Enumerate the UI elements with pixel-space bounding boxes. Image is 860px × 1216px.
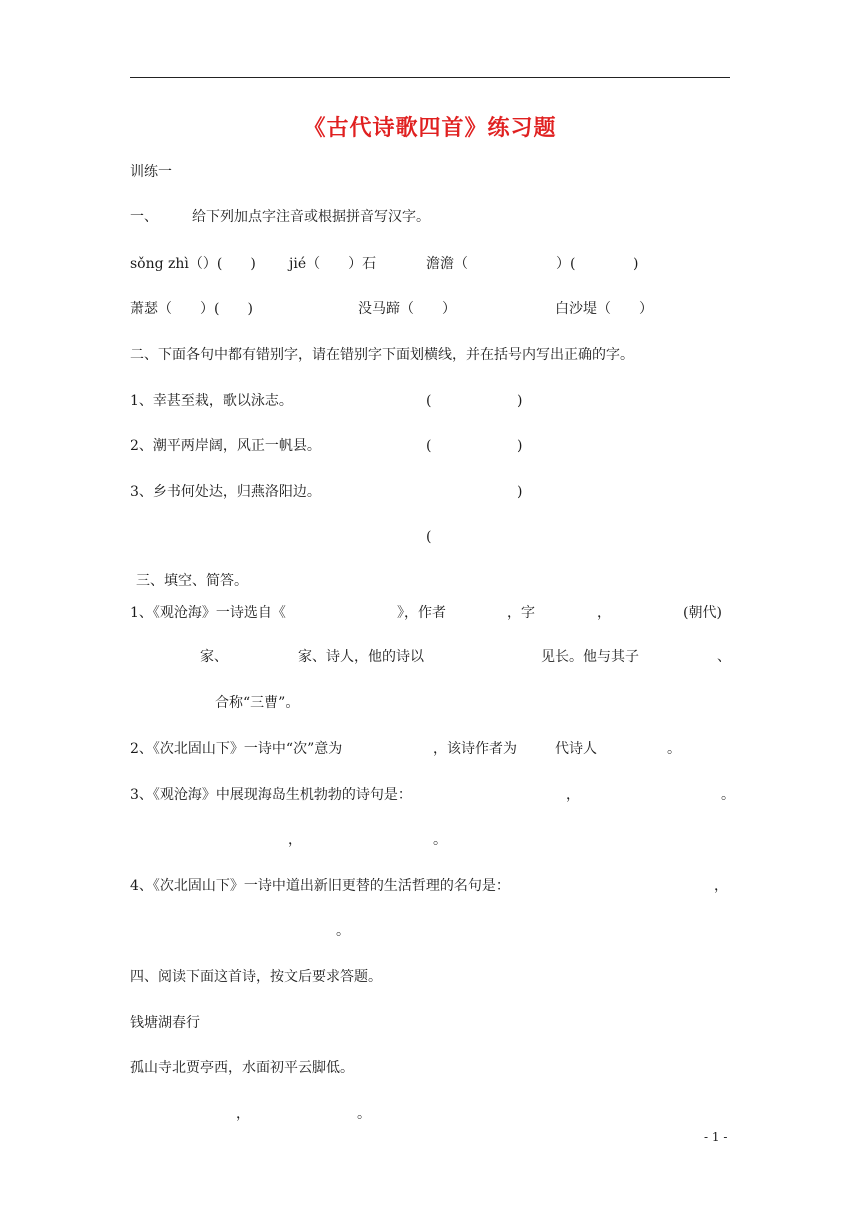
q2-item-3: 3、乡书何处达，归燕洛阳边。	[130, 484, 321, 500]
page-number: - 1 -	[704, 1130, 728, 1144]
q1-instruction: 给下列加点字注音或根据拼音写汉字。	[192, 209, 430, 225]
q3-3-d: ，	[288, 832, 302, 848]
q2-item-2: 2、潮平两岸阔，风正一帆县。	[130, 438, 321, 454]
q2-item-3-open: (	[426, 529, 432, 545]
q1-pinyin-2: jié（ ）石	[289, 256, 377, 272]
q1-word-2: 萧瑟（ ）( )	[130, 301, 253, 317]
q3-1-c: ，字	[507, 605, 535, 621]
poem-line-2-comma: ，	[236, 1106, 250, 1122]
q1-word-3: 没马蹄（ ）	[358, 301, 456, 317]
q3-3-b: ，	[566, 787, 580, 803]
poem-line-2-period: 。	[357, 1106, 371, 1122]
q3-1-a: 1、《观沧海》一诗选自《	[130, 605, 286, 621]
q3-3-c: 。	[721, 787, 735, 803]
q3-1-e: (朝代)	[683, 605, 722, 621]
q2-item-1: 1、幸甚至栽，歌以泳志。	[130, 393, 293, 409]
q4-heading: 四、阅读下面这首诗，按文后要求答题。	[130, 969, 382, 985]
q3-1-i: 、	[717, 649, 731, 665]
q2-item-1-close: )	[517, 393, 523, 409]
q3-4-b: ，	[714, 878, 728, 894]
q3-2-b: ，该诗作者为	[433, 741, 517, 757]
q3-4-a: 4、《次北固山下》一诗中道出新旧更替的生活哲理的名句是：	[130, 878, 510, 894]
q3-heading: 三、填空、简答。	[136, 573, 248, 589]
q1-pinyin-1: sǒng zhì（）( )	[130, 256, 256, 272]
poem-line-1: 孤山寺北贾亭西，水面初平云脚低。	[130, 1060, 354, 1076]
q3-1-f: 家、	[200, 649, 228, 665]
q1-bracket-2: )	[633, 256, 639, 272]
q3-1-b: 》，作者	[397, 605, 446, 621]
q1-number: 一、	[130, 209, 158, 225]
q3-1-g: 家、诗人，他的诗以	[298, 649, 424, 665]
section-label: 训练一	[130, 164, 172, 180]
q2-item-2-close: )	[517, 438, 523, 454]
q2-instruction: 二、下面各句中都有错别字，请在错别字下面划横线，并在括号内写出正确的字。	[130, 347, 634, 363]
page-title: 《古代诗歌四首》练习题	[303, 116, 557, 141]
q3-3-e: 。	[433, 832, 447, 848]
q3-1-h: 见长。他与其子	[541, 649, 639, 665]
q3-2-a: 2、《次北固山下》一诗中“次”意为	[130, 741, 343, 757]
poem-title: 钱塘湖春行	[130, 1015, 200, 1031]
q1-word-4: 白沙堤（ ）	[555, 301, 653, 317]
q3-1-d: ，	[597, 605, 611, 621]
q3-2-d: 。	[667, 741, 681, 757]
q1-word-1: 澹澹（	[426, 256, 468, 272]
header-rule	[130, 77, 730, 78]
q1-bracket-1: ）(	[556, 256, 576, 272]
q2-item-3-close: )	[517, 484, 523, 500]
q2-item-1-open: (	[426, 393, 432, 409]
q3-4-c: 。	[336, 923, 350, 939]
q3-1-j: 合称“三曹”。	[215, 695, 300, 711]
q3-2-c: 代诗人	[555, 741, 597, 757]
q3-3-a: 3、《观沧海》中展现海岛生机勃勃的诗句是：	[130, 787, 412, 803]
q2-item-2-open: (	[426, 438, 432, 454]
